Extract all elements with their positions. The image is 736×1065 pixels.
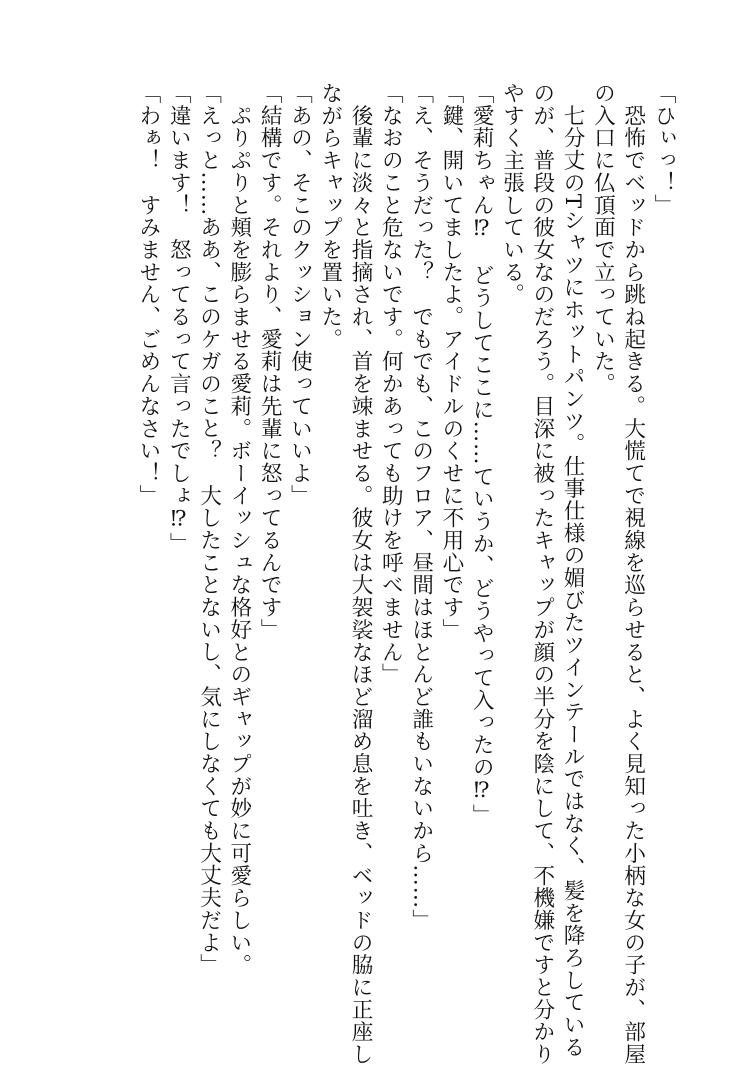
text-line: 「なおのこと危ないです。何かあっても助けを呼べません」 bbox=[378, 82, 404, 686]
text-line: やすく主張している。 bbox=[499, 82, 525, 306]
text-line: 「結構です。それより、愛莉は先輩に怒ってるんです」 bbox=[257, 82, 283, 641]
text-line: 「愛莉ちゃん⁉ どうしてここに……ていうか、どうやって入ったの⁉」 bbox=[469, 82, 495, 827]
text-line: ながらキャップを置いた。 bbox=[317, 82, 343, 351]
text-line: 恐怖でベッドから跳ね起きる。大慌てで視線を巡らせると、よく見知った小柄な女の子が、部屋 bbox=[620, 82, 646, 1065]
text-line: のが、普段の彼女なのだろう。目深に被ったキャップが顔の半分を陰にして、不機嫌ですと分かり bbox=[529, 82, 555, 1065]
text-line: 「違います！ 怒ってるって言ったでしょ⁉」 bbox=[166, 82, 192, 555]
text-line: 「えっと……ああ、このケガのこと？ 大したことないし、気にしなくても大丈夫だよ」 bbox=[196, 82, 222, 976]
vertical-text-body bbox=[38, 82, 678, 1065]
text-line: 「ひぃっ！」 bbox=[651, 82, 676, 217]
text-line: 後輩に淡々と指摘され、首を竦ませる。彼女は大袈裟なほど溜め息を吐き、ベッドの脇に正座し bbox=[348, 82, 374, 1065]
text-line: 「わぁ！ すみません、ごめんなさい！」 bbox=[135, 82, 161, 507]
text-line: 「え、そうだった？ でもでも、このフロア、昼間はほとんど誰もいないから……」 bbox=[408, 82, 434, 932]
text-line: 「鍵、開いてましたよ。アイドルのくせに不用心です」 bbox=[438, 82, 464, 641]
text-line: 七分丈のTシャツにホットパンツ。仕事仕様の媚びたツインテールではなく、髪を降ろしている bbox=[560, 82, 586, 1059]
text-line: の入口に仏頂面で立っていた。 bbox=[590, 82, 616, 395]
text-line: 「あの、そこのクッション使っていいよ」 bbox=[287, 82, 313, 507]
text-line: ぷりぷりと頬を膨らませる愛莉。ボーイッシュな格好とのギャップが妙に可愛らしい。 bbox=[226, 82, 252, 976]
